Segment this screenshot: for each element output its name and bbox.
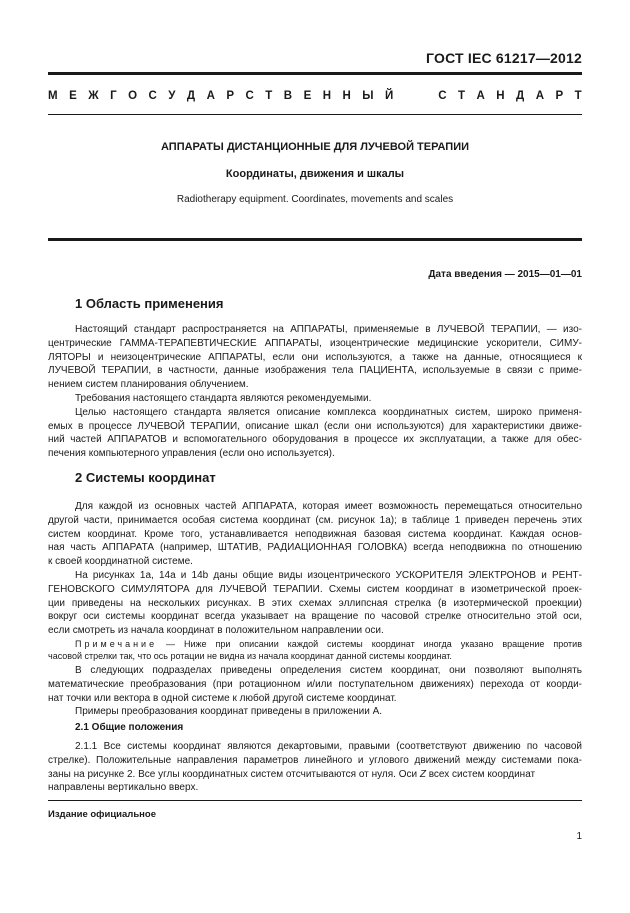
banner-letter: В xyxy=(283,90,293,102)
official-edition-label: Издание официальное xyxy=(48,809,156,820)
subsection-2-1-heading: 2.1 Общие положения xyxy=(75,722,184,733)
banner-letter: Ы xyxy=(362,90,374,102)
note-line: часовой стрелки так, что ось ротации не видна из начала координат данной системы координат. xyxy=(48,651,452,661)
banner-letter: Н xyxy=(496,90,505,102)
page-number: 1 xyxy=(576,831,582,842)
banner-letter: О xyxy=(128,90,138,102)
subsection-2-1-body xyxy=(48,740,582,795)
banner-letter: А xyxy=(535,90,545,102)
text-line: Примеры преобразования координат приведены в приложении А. xyxy=(75,706,383,718)
banner-letter: У xyxy=(168,90,176,102)
section-2-body-cont xyxy=(48,664,582,719)
banner-word-gap xyxy=(405,90,427,102)
banner-letter: С xyxy=(148,90,157,102)
text-line: ГЕНОВСКОГО СИМУЛЯТОРА для ЛУЧЕВОЙ ТЕРАПИИ. Схемы систем координат в изометрической проек- xyxy=(48,583,582,595)
text-line: ная часть АППАРАТА (например, ШТАТИВ, РАДИАЦИОННАЯ ГОЛОВКА) всегда неподвижна по отношению xyxy=(48,542,582,554)
text-fragment: заны на рисунке 2. Все углы координатных систем отсчитываются от нуля. Оси xyxy=(48,768,418,780)
text-line: систем координат. Кроме того, устанавливается неподвижная базовая система координат. Каждая основ- xyxy=(48,528,582,540)
text-line: нат точки или вектора в одной системе к любой другой системе координат. xyxy=(48,692,397,704)
note-label: Примечание xyxy=(75,639,158,649)
standard-code: ГОСТ IEC 61217—2012 xyxy=(426,50,582,66)
text-line: математические преобразования (при ротационном и/или поступательном движениях) перехода от коорди- xyxy=(48,678,582,690)
banner-letter: С xyxy=(438,90,447,102)
text-line: вокруг оси системы координат всегда указывает на вращение по часовой стрелке относительно этой оси, xyxy=(48,611,582,623)
banner-letter: Т xyxy=(457,90,466,102)
axis-label: Z xyxy=(419,768,426,780)
text-line: В следующих подразделах приведены определения систем координат, они позволяют выполнять xyxy=(75,665,582,676)
text-line: Для каждой из основных частей АППАРАТА, которая имеет возможность перемещаться относительно xyxy=(75,501,582,512)
banner-letter: Р xyxy=(555,90,564,102)
text-line: 2.1.1 Все системы координат являются декартовыми, правыми (соответствуют движению по часовой xyxy=(75,741,582,752)
banner-letter: Е xyxy=(69,90,77,102)
text-line: к своей координатной системе. xyxy=(48,556,193,568)
section-1-paragraph-1 xyxy=(48,323,582,461)
section-1-heading: 1 Область применения xyxy=(75,296,224,311)
footer-rule xyxy=(48,800,582,801)
document-title: АППАРАТЫ ДИСТАНЦИОННЫЕ ДЛЯ ЛУЧЕВОЙ ТЕРАПИИ xyxy=(160,141,470,153)
text-line: ЛЯТОРЫ и неизоцентрические АППАРАТЫ, если они используются, а также на данные, относящиеся к xyxy=(48,351,582,363)
text-line: Целью настоящего стандарта является описание комплекса координатных систем, широко применя- xyxy=(75,406,582,418)
section-2-heading: 2 Системы координат xyxy=(75,470,216,485)
text-line: ЛУЧЕВОЙ ТЕРАПИИ, в частности, данные изображения тела ПАЦИЕНТА, используемые в связи с приме- xyxy=(48,365,582,377)
text-line: ний частей АППАРАТОВ и вспомогательного оборудования в процессе их эксплуатации, а также для обес- xyxy=(48,434,582,446)
banner-letter: Д xyxy=(516,90,525,102)
text-line: ции приведены на нескольких рисунках. В этих схемах эллипсная стрелка (в изотермической проекции) xyxy=(48,597,582,609)
text-line: нением систем планирования облучением. xyxy=(48,379,249,391)
section-2-body xyxy=(48,500,582,638)
text-fragment: всех систем координат xyxy=(428,768,536,780)
banner-letter: А xyxy=(206,90,215,102)
text-line: если смотреть из начала координат в положительном направлении оси. xyxy=(48,625,384,637)
text-line: печения компьютерного управления (если оно используется). xyxy=(48,448,335,460)
text-line: направлены вертикально вверх. xyxy=(48,782,199,794)
banner-letter: Н xyxy=(342,90,351,102)
document-subtitle: Координаты, движения и шкалы xyxy=(225,168,405,180)
introduction-date: Дата введения — 2015—01—01 xyxy=(428,269,582,280)
banner-letter: Г xyxy=(110,90,117,102)
banner-letter: М xyxy=(48,90,58,102)
note xyxy=(48,638,582,662)
english-title: Radiotherapy equipment. Coordinates, movements and scales xyxy=(176,194,454,205)
text-line: емых в процессе ЛУЧЕВОЙ ТЕРАПИИ, описание шкал (если они используются) для характеристики движе- xyxy=(48,420,582,432)
text-line: Требования настоящего стандарта являются рекомендуемыми. xyxy=(75,392,372,404)
note-line xyxy=(48,638,582,650)
banner-letter: С xyxy=(245,90,254,102)
text-line: стрелке). Положительные направления параметров линейного и углового движений между системами пока- xyxy=(48,754,582,766)
text-line: другой части, принимается особая система координат (см. рисунок 1а); в таблице 1 приведен перечень этих xyxy=(48,514,582,526)
header-rule-bottom xyxy=(48,114,582,115)
text-line xyxy=(48,768,582,782)
banner-letter: Е xyxy=(303,90,312,102)
header-rule-top xyxy=(48,72,582,75)
banner-letter: Т xyxy=(574,90,582,102)
title-block-rule xyxy=(48,238,582,241)
note-text: — Ниже при описании каждой системы координат иногда указано вращение против xyxy=(166,639,582,649)
banner-letter: Й xyxy=(385,90,394,102)
banner-letter: Т xyxy=(265,90,273,102)
standard-type-banner xyxy=(48,90,582,102)
text-line: центрические ГАММА-ТЕРАПЕВТИЧЕСКИЕ АППАРАТЫ, изоцентрические медицинские ускорители, СИМУ- xyxy=(48,337,582,349)
banner-letter: Н xyxy=(322,90,332,102)
banner-letter: Р xyxy=(226,90,235,102)
text-line: На рисунках 1а, 14а и 14b даны общие виды изоцентрического УСКОРИТЕЛЯ ЭЛЕКТРОНОВ и РЕНТ- xyxy=(75,569,582,581)
text-line: Настоящий стандарт распространяется на АППАРАТЫ, применяемые в ЛУЧЕВОЙ ТЕРАПИИ, — изо- xyxy=(75,324,582,335)
banner-letter: Ж xyxy=(88,90,99,102)
banner-letter: А xyxy=(476,90,485,102)
banner-letter: Д xyxy=(186,90,196,102)
